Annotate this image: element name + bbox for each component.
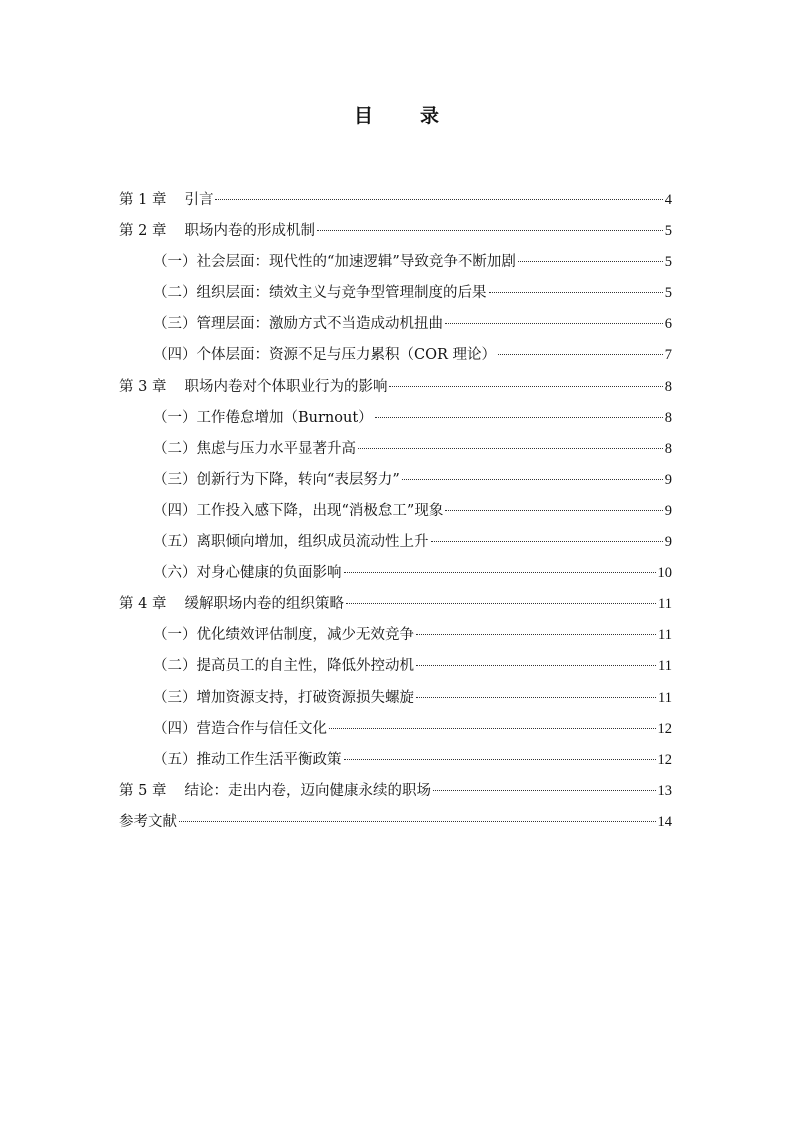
toc-entry-text: （二）焦虑与压力水平显著升高 [153, 440, 356, 457]
toc-entry-label [119, 372, 387, 403]
toc-entry-text: （六）对身心健康的负面影响 [153, 565, 342, 582]
dot-leader [346, 603, 656, 604]
toc-page-number: 11 [658, 596, 672, 613]
toc-page-number: 11 [658, 627, 672, 644]
toc-page-number: 14 [657, 813, 672, 830]
dot-leader [433, 790, 656, 791]
toc-entry[interactable] [119, 185, 672, 216]
toc-page-number: 5 [664, 254, 672, 271]
toc-entry[interactable] [119, 465, 672, 496]
dot-leader [179, 821, 656, 822]
toc-page-number: 11 [658, 689, 672, 706]
dot-leader [389, 386, 662, 387]
toc-page-number: 5 [664, 223, 672, 240]
toc-entry-text: （二）提高员工的自主性，降低外控动机 [153, 658, 414, 675]
toc-entry[interactable] [119, 278, 672, 309]
toc-chapter-number: 第 4 章 [119, 596, 167, 613]
toc-page-number: 9 [664, 471, 672, 488]
dot-leader [375, 417, 663, 418]
toc-entry-text: 职场内卷的形成机制 [184, 223, 315, 240]
toc-chapter-number: 第 3 章 [119, 378, 167, 395]
dot-leader [402, 479, 663, 480]
toc-page-number: 10 [657, 565, 672, 582]
toc-title: 目 录 [353, 105, 453, 127]
toc-entry[interactable] [119, 589, 672, 620]
toc-page-number: 9 [664, 502, 672, 519]
toc-entry-text: （四）营造合作与信任文化 [153, 720, 327, 737]
toc-entry[interactable] [119, 340, 672, 371]
dot-leader [215, 199, 662, 200]
dot-leader [329, 728, 656, 729]
dot-leader [416, 697, 656, 698]
dot-leader [498, 354, 663, 355]
toc-page-number: 8 [664, 440, 672, 457]
toc-entry[interactable] [119, 372, 672, 403]
dot-leader [416, 634, 656, 635]
toc-chapter-number: 第 2 章 [119, 223, 167, 240]
toc-entry-text: （五）推动工作生活平衡政策 [153, 751, 342, 768]
toc-entry-text: （三）管理层面：激励方式不当造成动机扭曲 [153, 316, 443, 333]
toc-entry[interactable] [119, 434, 672, 465]
dot-leader [489, 292, 663, 293]
toc-entry-label [119, 589, 344, 620]
toc-entry-label [119, 185, 213, 216]
dot-leader [518, 261, 663, 262]
toc-entry[interactable] [119, 620, 672, 651]
dot-leader [344, 759, 656, 760]
toc-entry-text: 缓解职场内卷的组织策略 [184, 596, 344, 613]
toc-entry-text: （五）离职倾向增加，组织成员流动性上升 [153, 534, 429, 551]
toc-entry-text: 结论：走出内卷，迈向健康永续的职场 [184, 782, 431, 799]
toc-entry[interactable] [119, 714, 672, 745]
toc-entry-text: （一）工作倦怠增加（Burnout） [153, 409, 373, 426]
toc-entry-label [119, 776, 431, 807]
dot-leader [317, 230, 663, 231]
toc-entry[interactable] [119, 403, 672, 434]
toc-page-number: 6 [664, 316, 672, 333]
toc-entry-text: （一）优化绩效评估制度，减少无效竞争 [153, 627, 414, 644]
toc-entry-text: （四）个体层面：资源不足与压力累积（COR 理论） [153, 347, 497, 364]
toc-page-number: 8 [664, 409, 672, 426]
toc-page-number: 5 [664, 285, 672, 302]
toc-entry-label [119, 216, 315, 247]
toc-entry[interactable] [119, 558, 672, 589]
toc-page-number: 12 [657, 720, 672, 737]
toc-page-number: 9 [664, 534, 672, 551]
dot-leader [416, 665, 656, 666]
toc-entry-text: 职场内卷对个体职业行为的影响 [184, 378, 388, 395]
toc-entry[interactable] [119, 683, 672, 714]
toc-entry[interactable] [119, 651, 672, 682]
toc-entry[interactable] [119, 247, 672, 278]
toc-entry[interactable] [119, 216, 672, 247]
toc-page-number: 4 [664, 192, 672, 208]
dot-leader [445, 323, 663, 324]
toc-entry-text: （四）工作投入感下降，出现“消极怠工”现象 [153, 502, 444, 519]
toc-entry[interactable] [119, 496, 672, 527]
toc-entry-text: （一）社会层面：现代性的“加速逻辑”导致竞争不断加剧 [153, 254, 516, 271]
toc-entry[interactable] [119, 527, 672, 558]
toc-entry-text: （三）创新行为下降，转向“表层努力” [153, 471, 400, 488]
table-of-contents [119, 185, 672, 838]
toc-entry-text: （二）组织层面：绩效主义与竞争型管理制度的后果 [153, 285, 487, 302]
toc-page-number: 8 [664, 378, 672, 395]
toc-entry-text: 参考文献 [119, 813, 177, 830]
toc-entry[interactable] [119, 745, 672, 776]
toc-entry[interactable] [119, 807, 672, 838]
dot-leader [431, 541, 663, 542]
toc-entry-text: 引言 [184, 192, 214, 208]
toc-page-number: 12 [657, 751, 672, 768]
toc-chapter-number: 第 1 章 [119, 192, 167, 208]
dot-leader [445, 510, 662, 511]
toc-chapter-number: 第 5 章 [119, 782, 167, 799]
toc-page-number: 13 [657, 782, 672, 799]
toc-entry-text: （三）增加资源支持，打破资源损失螺旋 [153, 689, 414, 706]
toc-entry[interactable] [119, 309, 672, 340]
toc-page-number: 11 [658, 658, 672, 675]
dot-leader [344, 572, 656, 573]
toc-page-number: 7 [664, 347, 672, 364]
toc-entry[interactable] [119, 776, 672, 807]
dot-leader [358, 448, 663, 449]
